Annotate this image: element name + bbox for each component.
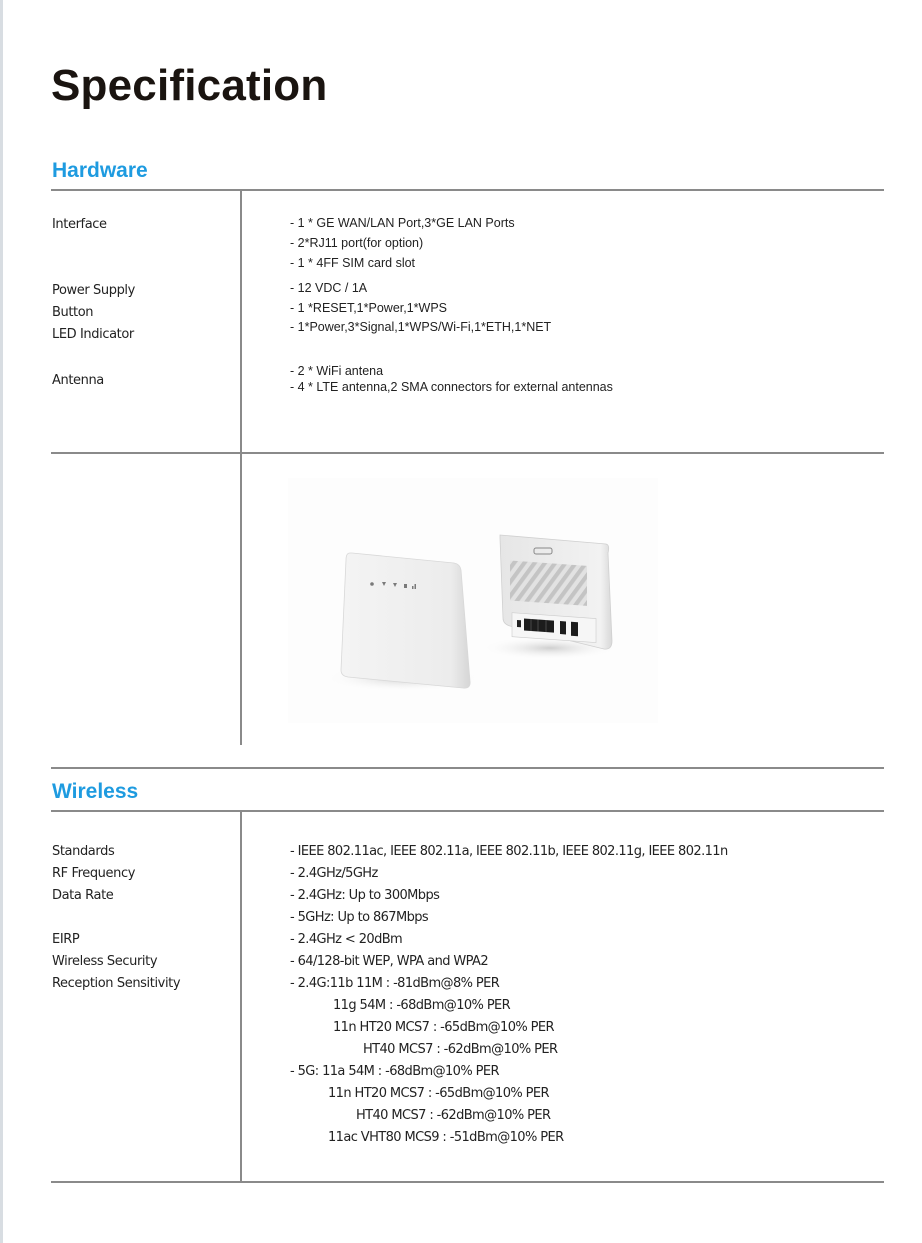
spec-value: - 1 * 4FF SIM card slot [290, 256, 416, 270]
spec-label-antenna: Antenna [52, 373, 104, 388]
spec-value: 11g 54M : -68dBm@10% PER [333, 998, 511, 1013]
spec-value: - 4 * LTE antenna,2 SMA connectors for external antennas [290, 380, 613, 394]
spec-label-led-indicator: LED Indicator [52, 327, 134, 342]
spec-value: - 2*RJ11 port(for option) [290, 236, 424, 250]
spec-value: HT40 MCS7 : -62dBm@10% PER [356, 1108, 551, 1123]
spec-value: - 5G: 11a 54M : -68dBm@10% PER [290, 1064, 499, 1079]
spec-value: HT40 MCS7 : -62dBm@10% PER [363, 1042, 558, 1057]
spec-value: - 2.4GHz: Up to 300Mbps [290, 888, 440, 903]
spec-value: - IEEE 802.11ac, IEEE 802.11a, IEEE 802.11b, IEEE 802.11g, IEEE 802.11n [290, 844, 728, 859]
divider [51, 810, 884, 812]
spec-label-rf-frequency: RF Frequency [52, 866, 136, 881]
spec-value: - 5GHz: Up to 867Mbps [290, 910, 429, 925]
spec-label-data-rate: Data Rate [52, 888, 114, 903]
divider [51, 189, 884, 191]
section-heading-hardware: Hardware [52, 159, 148, 182]
router-product-image [288, 478, 658, 723]
spec-value: - 2.4GHz < 20dBm [290, 932, 403, 947]
spec-value: 11ac VHT80 MCS9 : -51dBm@10% PER [328, 1130, 564, 1145]
divider [51, 767, 884, 769]
section-heading-wireless: Wireless [52, 780, 139, 803]
divider [51, 452, 884, 454]
spec-label-button: Button [52, 305, 94, 320]
spec-label-interface: Interface [52, 217, 107, 232]
spec-value: - 64/128-bit WEP, WPA and WPA2 [290, 954, 489, 969]
router-illustration [288, 478, 658, 723]
spec-value: - 1 *RESET,1*Power,1*WPS [290, 301, 448, 315]
spec-value: - 2 * WiFi antena [290, 364, 384, 378]
spec-value: - 2.4GHz/5GHz [290, 866, 378, 881]
column-divider [240, 190, 242, 745]
spec-value: - 1*Power,3*Signal,1*WPS/Wi-Fi,1*ETH,1*NET [290, 320, 552, 334]
spec-value: - 2.4G:11b 11M : -81dBm@8% PER [290, 976, 500, 991]
page-title: Specification [51, 61, 328, 110]
spec-label-reception-sensitivity: Reception Sensitivity [52, 976, 181, 991]
spec-label-power-supply: Power Supply [52, 283, 135, 298]
spec-label-wireless-security: Wireless Security [52, 954, 158, 969]
page-left-edge [0, 0, 3, 1243]
spec-value: - 12 VDC / 1A [290, 281, 368, 295]
spec-value: 11n HT20 MCS7 : -65dBm@10% PER [333, 1020, 554, 1035]
spec-label-eirp: EIRP [52, 932, 80, 947]
spec-value: 11n HT20 MCS7 : -65dBm@10% PER [328, 1086, 549, 1101]
spec-value: - 1 * GE WAN/LAN Port,3*GE LAN Ports [290, 216, 515, 230]
spec-label-standards: Standards [52, 844, 115, 859]
divider [51, 1181, 884, 1183]
column-divider [240, 811, 242, 1182]
